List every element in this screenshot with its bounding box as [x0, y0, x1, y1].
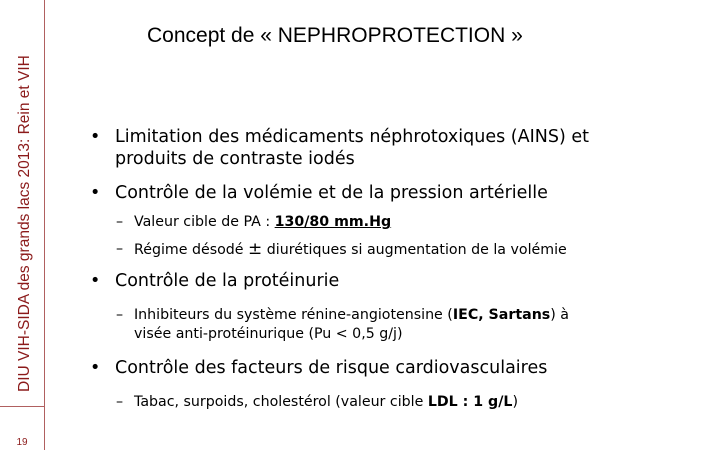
sub-bullet-text: diurétiques si augmentation de la volémie [262, 242, 567, 258]
ldl-target: LDL : 1 g/L [427, 394, 513, 410]
bullet-icon: • [90, 358, 101, 378]
dash-icon: – [116, 241, 124, 257]
sub-bullet-text: Tabac, surpoids, cholestérol (valeur cible [134, 394, 428, 410]
bullet-icon: • [90, 271, 101, 291]
sub-bullet-text: Régime désodé [134, 242, 249, 258]
sub-bullet-text: ) à [550, 307, 569, 323]
bullet-icon: • [90, 127, 101, 147]
sidebar-divider [44, 0, 45, 450]
dash-icon: – [116, 214, 124, 230]
bullet-text-line: Limitation des médicaments néphrotoxiques (AINS) et [115, 127, 589, 147]
dash-icon: – [116, 307, 124, 323]
sub-bullet-text: Inhibiteurs du système rénine-angiotensine ( [134, 307, 453, 323]
sidebar [0, 0, 44, 450]
bullet-text: Contrôle des facteurs de risque cardiovasculaires [115, 358, 548, 378]
sub-bullet-text: Valeur cible de PA : [134, 214, 275, 230]
bullet-text: Contrôle de la protéinurie [115, 271, 340, 291]
bullet-icon: • [90, 183, 101, 203]
page-number: 19 [16, 437, 28, 448]
sub-bullet-text-line: visée anti-protéinurique (Pu < 0,5 g/j) [134, 326, 403, 342]
plus-minus-symbol: ± [248, 239, 263, 259]
slide-title: Concept de « NEPHROPROTECTION » [147, 24, 523, 47]
drug-classes: IEC, Sartans [452, 307, 551, 323]
vertical-course-title: DIU VIH-SIDA des grands lacs 2013: Rein et VIH [16, 55, 33, 392]
bullet-text: Contrôle de la volémie et de la pression artérielle [115, 183, 548, 203]
dash-icon: – [116, 394, 124, 410]
bullet-text-line: produits de contraste iodés [115, 149, 355, 169]
sub-bullet-text: ) [512, 394, 518, 410]
page-number-divider [0, 406, 45, 407]
bp-target-value: 130/80 mm.Hg [274, 214, 392, 230]
